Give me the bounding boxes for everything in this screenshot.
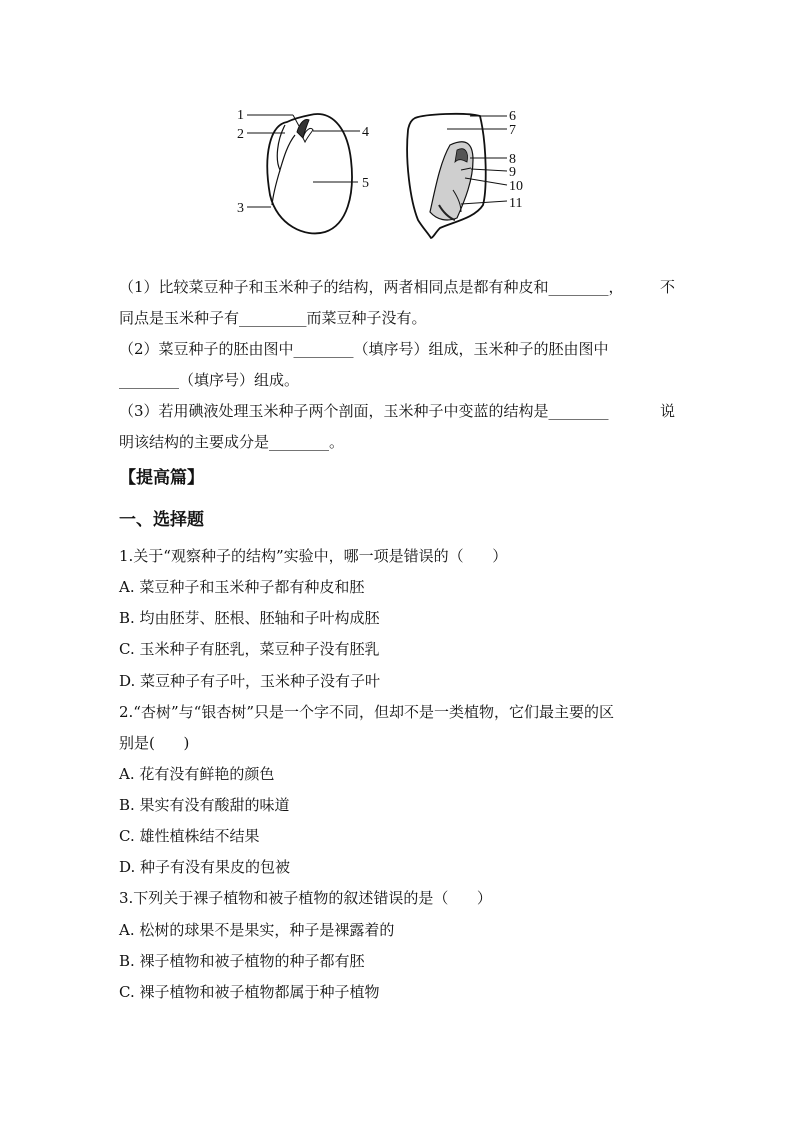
- question-1-option-c: C. 玉米种子有胚乳，菜豆种子没有胚乳: [119, 640, 380, 658]
- bean-radicle: [272, 170, 280, 205]
- fill-q3-line1: （3）若用碘液处理玉米种子两个剖面，玉米种子中变蓝的结构是________: [119, 402, 609, 420]
- corn-label-11: 11: [509, 196, 523, 211]
- fill-q3-line1-end: 说: [659, 402, 675, 420]
- subsection-title: 一、选择题: [119, 510, 204, 530]
- question-1-option-d: D. 菜豆种子有子叶，玉米种子没有子叶: [119, 672, 381, 690]
- question-2-option-c: C. 雄性植株结不结果: [119, 827, 260, 845]
- corn-label-8: 8: [509, 152, 516, 167]
- corn-label-7: 7: [509, 123, 516, 138]
- corn-label-6: 6: [509, 109, 516, 124]
- question-2-stem: 2.“杏树”与“银杏树”只是一个字不同，但却不是一类植物，它们最主要的区: [119, 703, 614, 721]
- bean-label-5: 5: [362, 176, 369, 191]
- seed-diagram-svg: [225, 100, 545, 245]
- question-1-option-b: B. 均由胚芽、胚根、胚轴和子叶构成胚: [119, 609, 380, 627]
- bean-label-1: 1: [237, 108, 244, 123]
- fill-q1-line1-end: 不: [659, 278, 675, 296]
- question-2-stem-continued: 别是( ): [119, 734, 190, 752]
- section-title: 【提高篇】: [119, 468, 204, 488]
- fill-q2-line2: ________（填序号）组成。: [119, 371, 300, 389]
- fill-q1-line2: 同点是玉米种子有_________而菜豆种子没有。: [119, 309, 427, 327]
- question-3-option-c: C. 裸子植物和被子植物都属于种子植物: [119, 983, 380, 1001]
- fill-q2-line1: （2）菜豆种子的胚由图中________（填序号）组成，玉米种子的胚由图中: [119, 340, 609, 358]
- question-3-option-a: A. 松树的球果不是果实，种子是裸露着的: [119, 921, 395, 939]
- fill-q3-line2: 明该结构的主要成分是________。: [119, 433, 345, 451]
- bean-label-2: 2: [237, 127, 244, 142]
- question-3-option-b: B. 裸子植物和被子植物的种子都有胚: [119, 952, 365, 970]
- bean-seed-outline: [267, 114, 352, 233]
- question-2-option-b: B. 果实有没有酸甜的味道: [119, 796, 290, 814]
- question-1-option-a: A. 菜豆种子和玉米种子都有种皮和胚: [119, 578, 365, 596]
- bean-plumule: [297, 120, 309, 139]
- corn-label-10: 10: [509, 179, 523, 194]
- question-2-option-a: A. 花有没有鲜艳的颜色: [119, 765, 275, 783]
- bean-inner-line: [277, 125, 295, 170]
- bean-label-3: 3: [237, 201, 244, 216]
- corn-label-9: 9: [509, 165, 516, 180]
- question-1-stem: 1.关于“观察种子的结构”实验中，哪一项是错误的（ ）: [119, 547, 508, 565]
- question-3-stem: 3.下列关于裸子植物和被子植物的叙述错误的是（ ）: [119, 889, 492, 907]
- seed-structure-figure: [225, 100, 545, 245]
- bean-label-4: 4: [362, 125, 369, 140]
- question-2-option-d: D. 种子有没有果皮的包被: [119, 858, 291, 876]
- fill-q1-line1: （1）比较菜豆种子和玉米种子的结构，两者相同点是都有种皮和________，: [119, 278, 624, 296]
